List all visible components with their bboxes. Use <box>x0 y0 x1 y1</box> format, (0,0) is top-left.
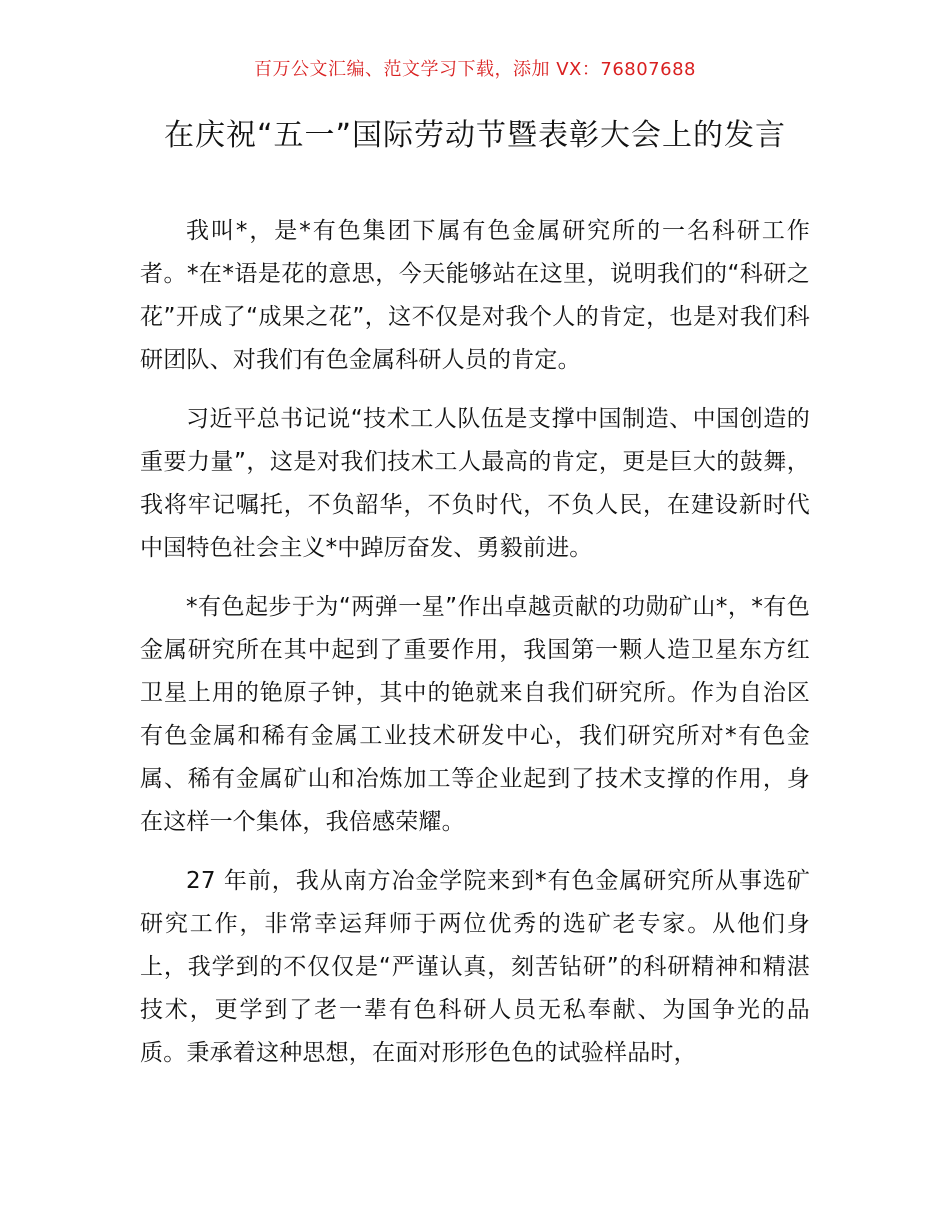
document-body <box>140 210 810 1091</box>
header-watermark-note: 百万公文汇编、范文学习下载，添加 VX：76807688 <box>254 59 696 80</box>
paragraph-4: 27 年前，我从南方冶金学院来到*有色金属研究所从事选矿研究工作，非常幸运拜师于两位优秀的选矿老专家。从他们身上，我学到的不仅仅是“严谨认真，刻苦钻研”的科研精神和精湛技术，更学到了老一辈有色科研人员无私奉献、为国争光的品质。秉承着这种思想，在面对形形色色的试验样品时， <box>140 868 810 1066</box>
paragraph-2: 习近平总书记说“技术工人队伍是支撑中国制造、中国创造的重要力量”，这是对我们技术工人最高的肯定，更是巨大的鼓舞，我将牢记嘱托，不负韶华，不负时代，不负人民，在建设新时代中国特色社会主义*中踔厉奋发、勇毅前进。 <box>140 406 810 561</box>
paragraph-3: *有色起步于为“两弹一星”作出卓越贡献的功勋矿山*，*有色金属研究所在其中起到了重要作用，我国第一颗人造卫星东方红卫星上用的铯原子钟，其中的铯就来自我们研究所。作为自治区有色金属和稀有金属工业技术研发中心，我们研究所对*有色金属、稀有金属矿山和冶炼加工等企业起到了技术支撑的作用，身在这样一个集体，我倍感荣耀。 <box>140 594 810 835</box>
paragraph-1: 我叫*，是*有色集团下属有色金属研究所的一名科研工作者。*在*语是花的意思，今天能够站在这里，说明我们的“科研之花”开成了“成果之花”，这不仅是对我个人的肯定，也是对我们科研团队、对我们有色金属科研人员的肯定。 <box>140 218 810 373</box>
document-title: 在庆祝“五一”国际劳动节暨表彰大会上的发言 <box>163 118 787 153</box>
